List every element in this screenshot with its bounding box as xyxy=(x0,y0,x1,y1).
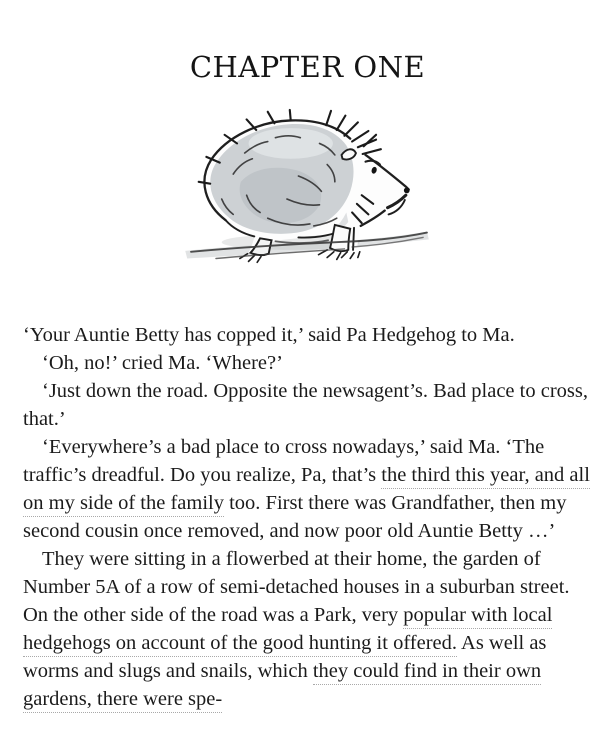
text-segment: They were sitting in a flowerbed at their home, the garden of Number 5A of a row of semi-detached houses in a suburban street. On the other side of the road was a Park, very xyxy=(23,548,570,626)
paragraph xyxy=(23,545,592,713)
popular-highlight[interactable]: they could find in their own gardens, there were spe- xyxy=(23,660,541,713)
text-segment: ‘Just down the road. Opposite the newsagent’s. Bad place to cross, that.’ xyxy=(23,380,588,430)
paragraph xyxy=(23,377,592,433)
text-segment: too. First there was Grandfather, then my second cousin once removed, and now poor old Auntie Betty …’ xyxy=(23,492,567,542)
popular-highlight[interactable]: popular with local hedgehogs on account of the good hunting it offered. xyxy=(23,604,552,657)
text-segment: ‘Your Auntie Betty has copped it,’ said Pa Hedgehog to Ma. xyxy=(23,324,515,346)
paragraph xyxy=(23,433,592,545)
hedgehog-illustration xyxy=(183,107,433,270)
popular-highlight[interactable]: the third this year, and all on my side of the family xyxy=(23,464,590,517)
text-segment: As well as worms and slugs and snails, which xyxy=(23,632,547,682)
chapter-title: CHAPTER ONE xyxy=(189,50,426,84)
body-text xyxy=(23,321,592,713)
paragraph xyxy=(23,349,592,377)
hedgehog-image xyxy=(183,107,433,270)
text-segment: ‘Oh, no!’ cried Ma. ‘Where?’ xyxy=(42,352,283,374)
text-segment: ‘Everywhere’s a bad place to cross nowadays,’ said Ma. ‘The traffic’s dreadful. Do you realize, Pa, that’s xyxy=(23,436,545,486)
paragraph xyxy=(23,321,592,349)
